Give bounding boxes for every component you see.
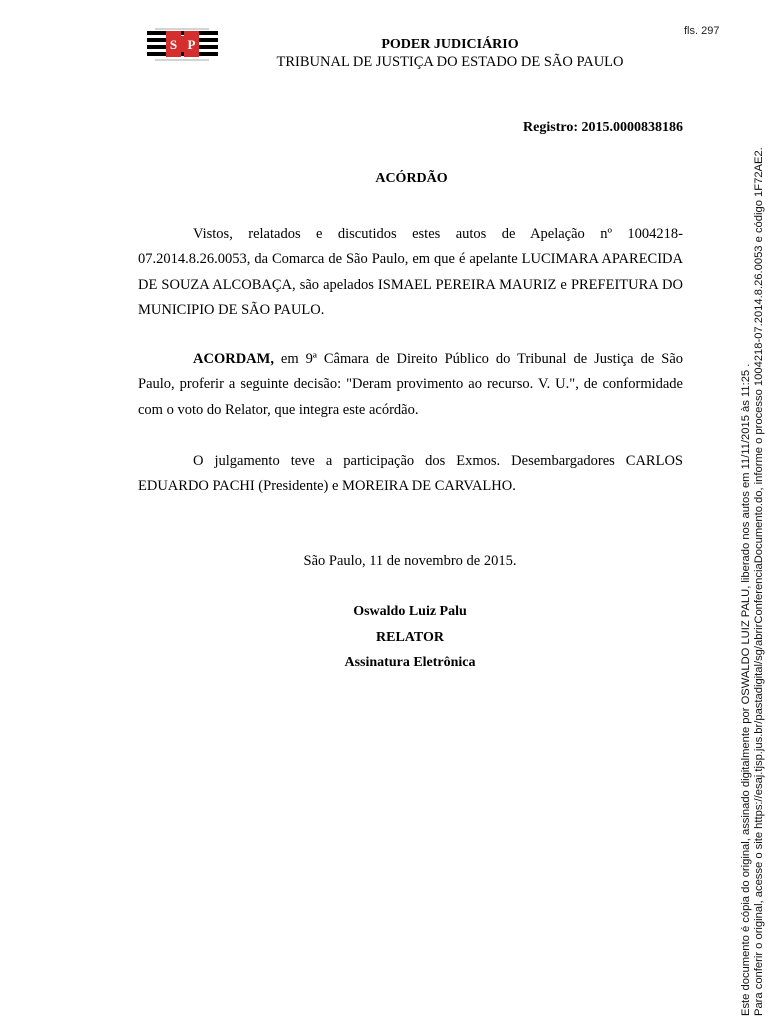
registration-number: Registro: 2015.0000838186 bbox=[523, 120, 683, 135]
digital-signature-note bbox=[740, 147, 766, 1016]
header-court-name: TRIBUNAL DE JUSTIÇA DO ESTADO DE SÃO PAULO bbox=[276, 54, 624, 70]
paragraph-case-summary: Vistos, relatados e discutidos estes autos de Apelação nº 1004218-07.2014.8.26.0053, da Comarca de São Paulo, em que é apelante LUCIMARA APARECIDA DE SOUZA ALCOBAÇA, são apelados ISMAEL PEREIRA MAURIZ e PREFEITURA DO MUNICIPIO DE SÃO PAULO. bbox=[138, 226, 683, 319]
svg-text:S: S bbox=[169, 37, 178, 52]
acordam-keyword: ACORDAM, bbox=[193, 351, 274, 367]
signature-type: Assinatura Eletrônica bbox=[344, 655, 476, 670]
svg-text:P: P bbox=[187, 37, 196, 52]
signature-name: Oswaldo Luiz Palu bbox=[353, 604, 467, 619]
paragraph-decision bbox=[138, 347, 683, 423]
paragraph-participants: O julgamento teve a participação dos Exmos. Desembargadores CARLOS EDUARDO PACHI (Presidente) e MOREIRA DE CARVALHO. bbox=[138, 453, 683, 495]
digital-signature-line-1: Este documento é cópia do original, assinado digitalmente por OSWALDO LUIZ PALU, liberado nos autos em 11/11/2015 às 11:25 . bbox=[740, 363, 752, 1016]
decision-text: em 9ª Câmara de Direito Público do Tribunal de Justiça de São Paulo, proferir a seguinte decisão: "Deram provimento ao recurso. V. U.", de conformidade com o voto do Relator, que integra este acórdão. bbox=[138, 351, 683, 418]
signature-role: RELATOR bbox=[376, 630, 444, 645]
page-number: fls. 297 bbox=[684, 25, 720, 37]
header-court-power: PODER JUDICIÁRIO bbox=[381, 37, 519, 52]
date-line: São Paulo, 11 de novembro de 2015. bbox=[303, 553, 517, 569]
document-title: ACÓRDÃO bbox=[375, 171, 448, 186]
digital-signature-line-2: Para conferir o original, acesse o site https://esaj.tjsp.jus.br/pastadigital/sg/abrirConferenciaDocumento.do, informe o processo 1004218-07.2014.8.26.0053 e código 1F72AE2. bbox=[753, 147, 765, 1016]
